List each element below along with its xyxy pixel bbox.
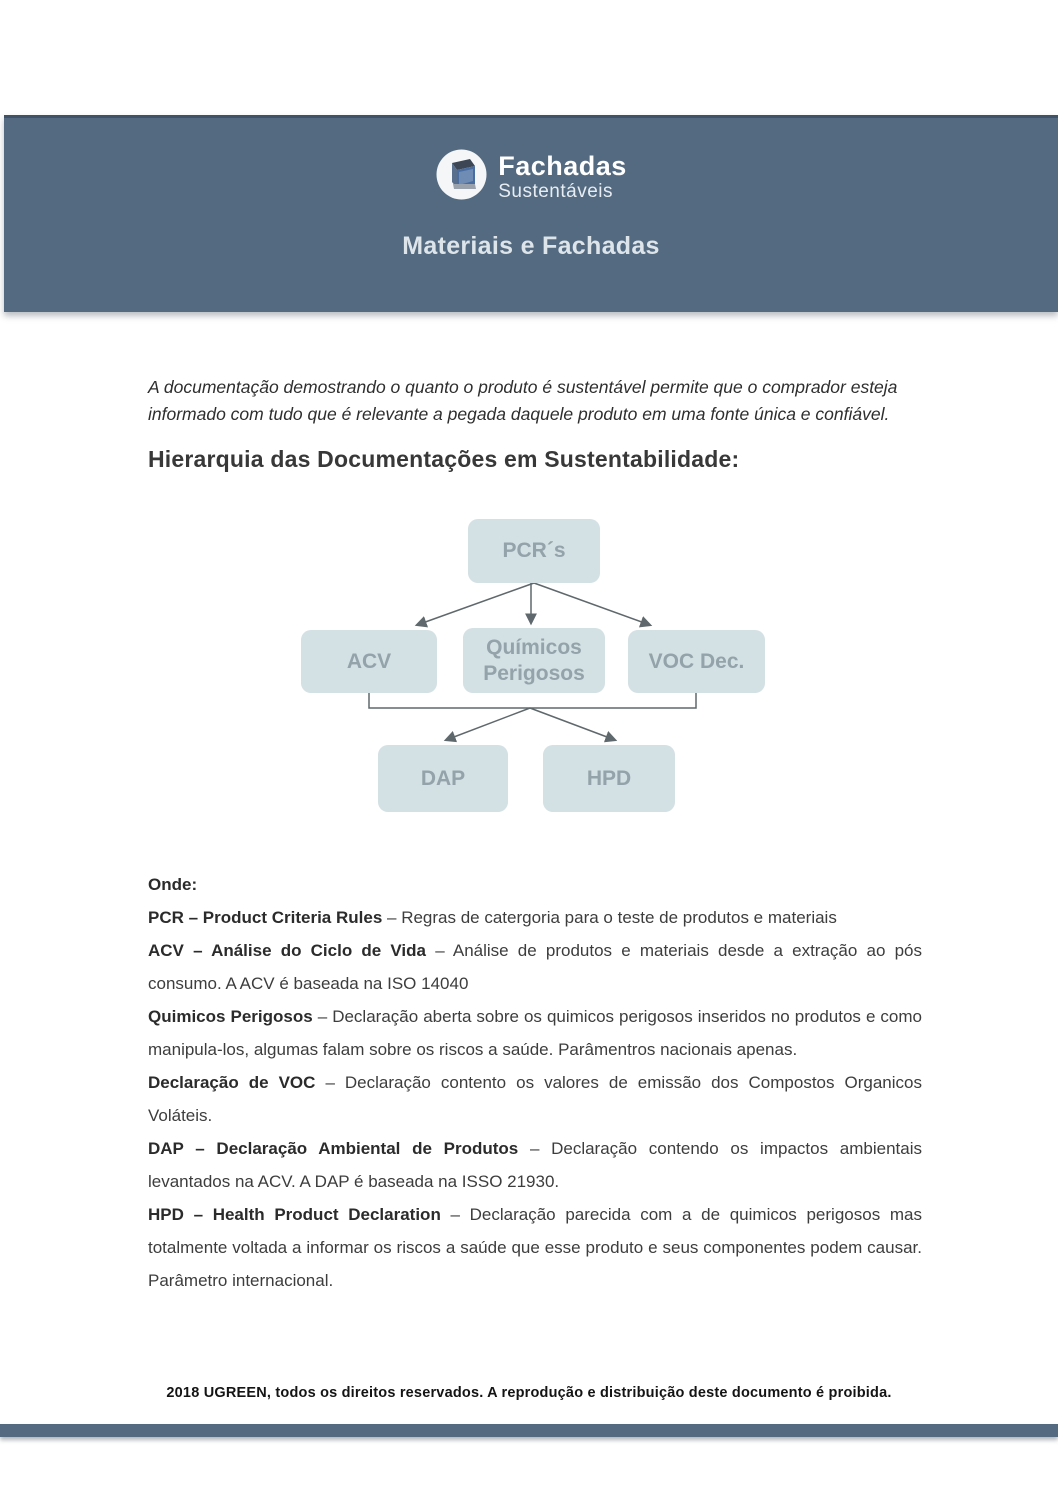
definition-item xyxy=(148,1066,922,1132)
hierarchy-diagram xyxy=(0,515,1058,815)
definition-term: DAP – Declaração Ambiental de Produtos xyxy=(148,1139,519,1158)
logo-name: Fachadas xyxy=(498,151,627,181)
definition-desc: – Análise de produtos e materiais desde a extração ao pós consumo. A ACV é baseada na ISO 14040 xyxy=(148,941,922,993)
definition-term: ACV – Análise do Ciclo de Vida xyxy=(148,941,426,960)
logo-text xyxy=(498,153,627,201)
definition-term: Declaração de VOC xyxy=(148,1073,316,1092)
logo-subname: Sustentáveis xyxy=(498,181,614,202)
definitions-block xyxy=(148,868,922,1297)
footer-copyright: 2018 UGREEN, todos os direitos reservados. A reprodução e distribuição deste documento é proibida. xyxy=(166,1385,892,1401)
definition-desc: – Declaração contento os valores de emissão dos Compostos Organicos Voláteis. xyxy=(148,1073,922,1125)
section-heading: Hierarquia das Documentações em Sustentabilidade: xyxy=(148,446,740,472)
definition-desc: – Declaração parecida com a de quimicos perigosos mas totalmente voltada a informar os riscos a saúde que esse produto e seus componentes podem causar. Parâmetro internacional. xyxy=(148,1205,922,1290)
definitions-label: Onde: xyxy=(148,875,198,894)
definition-item xyxy=(148,1000,922,1066)
diagram-node-acv: ACV xyxy=(301,630,437,693)
diagram-node-dap: DAP xyxy=(378,745,508,812)
header-band xyxy=(4,115,1058,312)
definition-item xyxy=(148,901,922,934)
definition-item xyxy=(148,934,922,1000)
definition-desc: – Regras de catergoria para o teste de produtos e materiais xyxy=(387,908,837,927)
intro-paragraph: A documentação demostrando o quanto o produto é sustentável permite que o comprador esteja informado com tudo que é relevante a pegada daquele produto em uma fonte única e confiável. xyxy=(148,376,898,424)
footer-bar xyxy=(0,1424,1058,1437)
diagram-node-pcr: PCR´s xyxy=(468,519,600,583)
definition-term: HPD – Health Product Declaration xyxy=(148,1205,441,1224)
logo xyxy=(435,148,627,206)
definition-desc: – Declaração contendo os impactos ambientais levantados na ACV. A DAP é baseada na ISSO 21930. xyxy=(148,1139,922,1191)
definition-item xyxy=(148,1132,922,1198)
definition-term: Quimicos Perigosos xyxy=(148,1007,313,1026)
diagram-node-quimicos: Químicos Perigosos xyxy=(463,628,605,693)
logo-building-icon xyxy=(435,148,488,206)
diagram-node-voc: VOC Dec. xyxy=(628,630,765,693)
diagram-node-hpd: HPD xyxy=(543,745,675,812)
definition-desc: – Declaração aberta sobre os quimicos perigosos inseridos no produtos e como manipula-los, algumas falam sobre os riscos a saúde. Parâmentros nacionais apenas. xyxy=(148,1007,922,1059)
definition-item xyxy=(148,1198,922,1297)
definition-term: PCR – Product Criteria Rules xyxy=(148,908,383,927)
page-title: Materiais e Fachadas xyxy=(402,232,660,260)
